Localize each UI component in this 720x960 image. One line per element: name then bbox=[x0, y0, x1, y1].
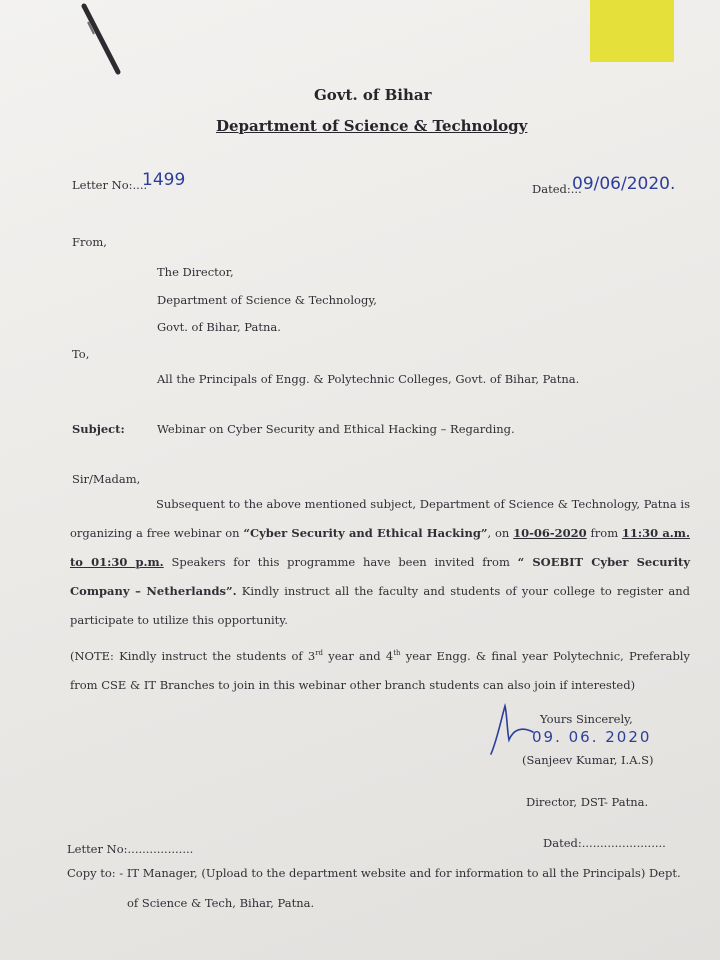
pen-icon bbox=[0, 0, 140, 90]
webinar-time: 11:30 a.m. to 01:30 p.m. bbox=[70, 526, 690, 569]
copy-to-text-cont: of Science & Tech, Bihar, Patna. bbox=[127, 896, 315, 910]
body-text: Kindly instruct all the faculty and students of your college to register and participate to utilize this opportunity. bbox=[70, 584, 690, 627]
speaker-company: “ SOEBIT Cyber Security Company – Netherlands”. bbox=[70, 555, 691, 598]
letter-no-value: 1499 bbox=[142, 170, 186, 190]
copy-to bbox=[67, 866, 681, 880]
signatory-name: (Sanjeev Kumar, I.A.S) bbox=[522, 753, 654, 767]
footer-dated: Dated:....................... bbox=[543, 836, 666, 850]
note-sup: th bbox=[393, 649, 401, 657]
signatory-designation: Director, DST- Patna. bbox=[526, 795, 649, 809]
body-paragraph bbox=[70, 490, 690, 635]
from-line: The Director, bbox=[157, 265, 234, 279]
dated-label: Dated:... bbox=[532, 182, 582, 196]
from-label: From, bbox=[72, 235, 107, 249]
letter-no-label: Letter No:.... bbox=[72, 178, 148, 192]
from-line: Govt. of Bihar, Patna. bbox=[157, 320, 281, 334]
govt-heading: Govt. of Bihar bbox=[314, 86, 432, 104]
subject-text: Webinar on Cyber Security and Ethical Hacking – Regarding. bbox=[157, 422, 515, 436]
subject-label: Subject: bbox=[72, 422, 125, 436]
note-sup: rd bbox=[315, 649, 324, 657]
footer-letter-no: Letter No:.................. bbox=[67, 842, 194, 856]
note-text: (NOTE: Kindly instruct the students of 3 bbox=[70, 648, 316, 663]
copy-to-text: IT Manager, (Upload to the department website and for information to all the Principals) Dept. bbox=[126, 866, 681, 880]
handwritten-date: 09. 06. 2020 bbox=[532, 728, 652, 746]
dated-value: 09/06/2020. bbox=[572, 174, 676, 194]
webinar-date: 10-06-2020 bbox=[513, 526, 587, 540]
from-line: Department of Science & Technology, bbox=[157, 293, 377, 307]
salutation: Sir/Madam, bbox=[72, 472, 141, 486]
closing: Yours Sincerely, bbox=[540, 712, 633, 726]
note-text: year Engg. & final year Polytechnic, Preferably from CSE & IT Branches to join in this webinar other branch students can also join if interested) bbox=[70, 648, 690, 692]
body-text: Subsequent to the above mentioned subject, Department of Science & Technology, Patna is organizing a free webinar on bbox=[70, 497, 690, 540]
webinar-title: “Cyber Security and Ethical Hacking” bbox=[243, 526, 488, 540]
note-text: year and 4 bbox=[323, 648, 394, 663]
note-paragraph bbox=[70, 639, 690, 700]
copy-to-label: Copy to: - bbox=[67, 866, 127, 880]
body-text: Speakers for this programme have been invited from bbox=[163, 555, 518, 569]
to-line: All the Principals of Engg. & Polytechnic Colleges, Govt. of Bihar, Patna. bbox=[157, 372, 580, 386]
to-label: To, bbox=[72, 347, 90, 361]
sticky-note bbox=[590, 0, 674, 62]
body-text: from bbox=[586, 526, 622, 540]
department-heading: Department of Science & Technology bbox=[216, 117, 528, 135]
body-text: , on bbox=[487, 526, 514, 540]
